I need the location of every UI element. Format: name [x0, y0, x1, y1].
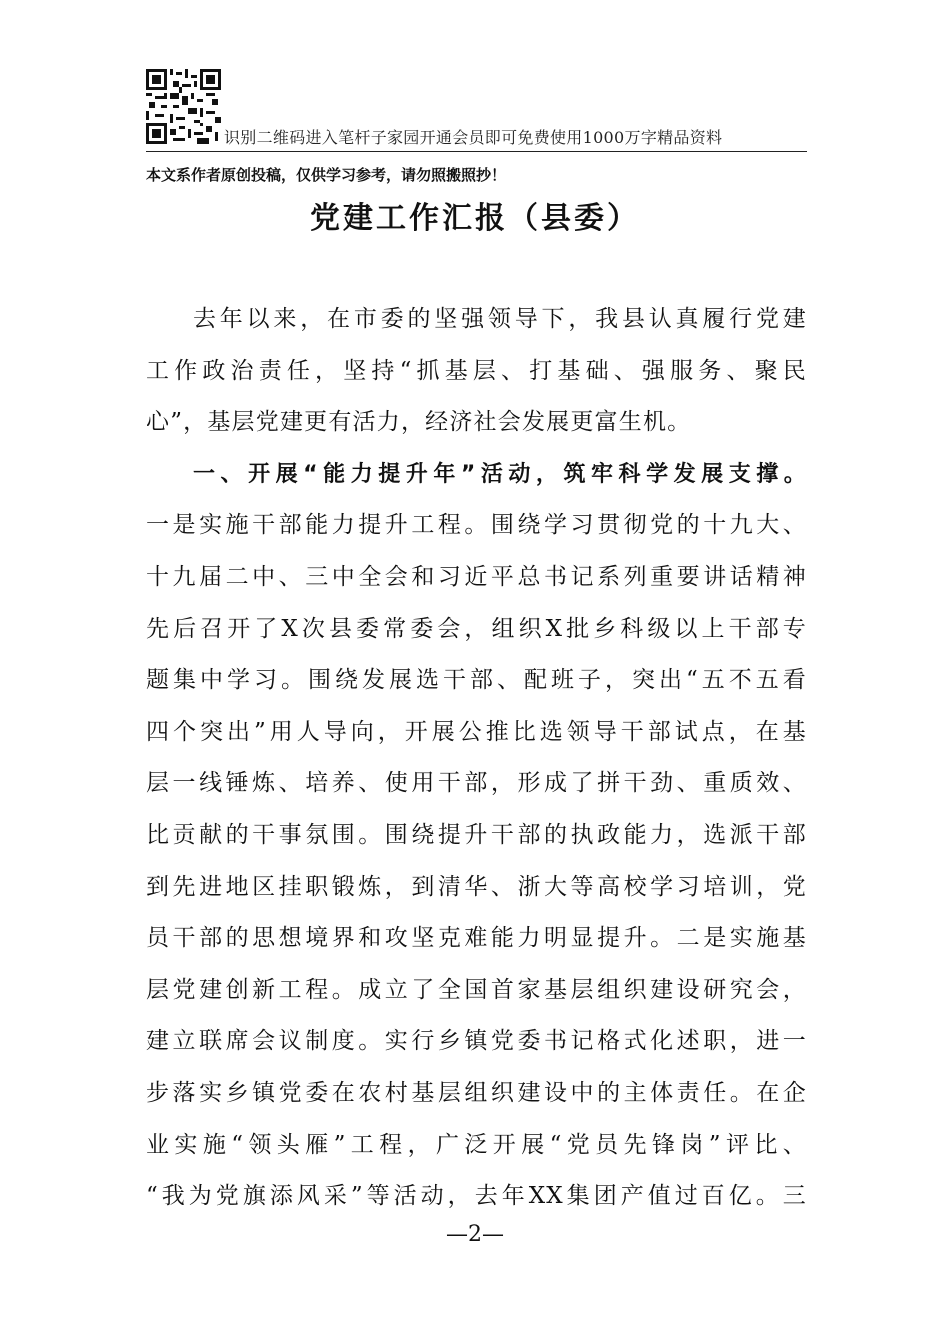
header-divider [146, 151, 807, 152]
body-line: 建立联席会议制度。实行乡镇党委书记格式化述职，进一 [146, 1028, 807, 1055]
disclaimer-text: 本文系作者原创投稿，仅供学习参考，请勿照搬照抄！ [146, 166, 507, 184]
qr-code-icon[interactable] [146, 69, 221, 144]
body-line: 层一线锤炼、培养、使用干部，形成了拼干劲、重质效、 [146, 770, 807, 797]
body-line: 心”，基层党建更有活力，经济社会发展更富生机。 [146, 409, 692, 436]
body-line: 四个突出”用人导向，开展公推比选领导干部试点，在基 [146, 718, 807, 745]
body-line: 比贡献的干事氛围。围绕提升干部的执政能力，选派干部 [146, 821, 807, 848]
body-line: 去年以来，在市委的坚强领导下，我县认真履行党建 [193, 306, 807, 332]
body-line: 到先进地区挂职锻炼，到清华、浙大等高校学习培训，党 [146, 873, 807, 900]
body-line: 步落实乡镇党委在农村基层组织建设中的主体责任。在企 [146, 1079, 807, 1106]
body-line: 业实施“领头雁”工程，广泛开展“党员先锋岗”评比、 [146, 1131, 807, 1158]
document-title: 党建工作汇报（县委） [310, 201, 640, 236]
body-line: 层党建创新工程。成立了全国首家基层组织建设研究会， [146, 976, 807, 1003]
body-line: 工作政治责任，坚持“抓基层、打基础、强服务、聚民 [146, 357, 807, 384]
body-line: “我为党旗添风采”等活动，去年XX集团产值过百亿。三 [146, 1183, 807, 1210]
body-line: 先后召开了X次县委常委会，组织X批乡科级以上干部专 [146, 615, 807, 642]
body-line: 十九届二中、三中全会和习近平总书记系列重要讲话精神 [146, 563, 807, 590]
page-number: —2— [446, 1222, 504, 1247]
header-promo-text: 识别二维码进入笔杆子家园开通会员即可免费使用1000万字精品资料 [224, 128, 723, 147]
document-body [146, 294, 807, 1223]
body-line: 一是实施干部能力提升工程。围绕学习贯彻党的十九大、 [146, 512, 807, 539]
section-heading: 一、开展“能力提升年”活动，筑牢科学发展支撑。 [193, 461, 807, 487]
body-line: 员干部的思想境界和攻坚克难能力明显提升。二是实施基 [146, 925, 807, 952]
body-line: 题集中学习。围绕发展选干部、配班子，突出“五不五看 [146, 667, 807, 694]
